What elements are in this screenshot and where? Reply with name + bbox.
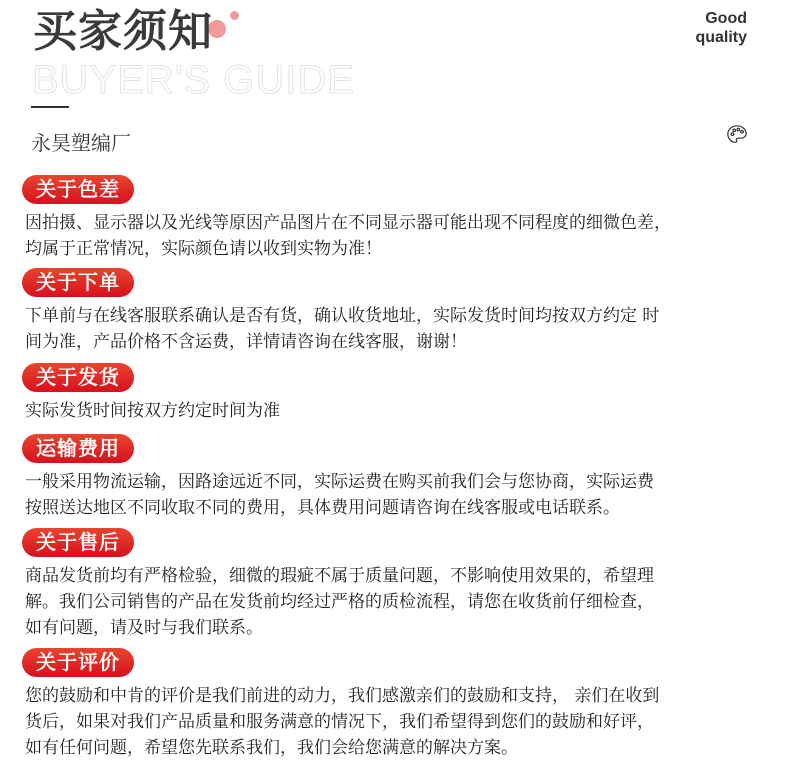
section-body: 因拍摄、显示器以及光线等原因产品图片在不同显示器可能出现不同程度的细微色差， 均属于正常情况，实际颜色请以收到实物为准！ — [25, 213, 671, 259]
tagline-line2: quality — [695, 29, 747, 46]
shop-name: 永昊塑编厂 — [31, 131, 131, 155]
section-heading: 关于色差 — [22, 175, 134, 204]
section-heading: 关于发货 — [22, 363, 134, 392]
section-body: 一般采用物流运输，因路途远近不同，实际运费在购买前我们会与您协商，实际运费 按照送达地区不同收取不同的费用，具体费用问题请咨询在线客服或电话联系。 — [25, 472, 654, 518]
section-body: 商品发货前均有严格检验，细微的瑕疵不属于质量问题，不影响使用效果的，希望理 解。我们公司销售的产品在发货前均经过严格的质检流程，请您在收货前仔细检查， 如有问题，请及时与我们联系。 — [25, 566, 654, 638]
section-freight — [22, 434, 780, 521]
tagline — [695, 9, 747, 47]
section-ordering — [22, 268, 780, 355]
divider — [31, 106, 69, 108]
page-title: 买家须知 — [33, 6, 213, 57]
section-heading: 关于售后 — [22, 528, 134, 557]
decorative-dot-small — [230, 11, 239, 20]
section-body: 您的鼓励和中肯的评价是我们前进的动力，我们感激亲们的鼓励和支持， 亲们在收到 货后，如果对我们产品质量和服务满意的情况下，我们希望得到您们的鼓励和好评， 如有任何问题，希望您先联系我们，我们会给您满意的解决方案。 — [25, 686, 660, 758]
section-color-difference — [22, 175, 780, 262]
section-heading: 运输费用 — [22, 434, 134, 463]
section-shipping — [22, 363, 780, 424]
palette-icon — [726, 124, 748, 146]
section-after-sales — [22, 528, 780, 641]
section-body: 下单前与在线客服联系确认是否有货，确认收货地址，实际发货时间均按双方约定 时 间为准，产品价格不含运费，详情请咨询在线客服，谢谢！ — [25, 306, 660, 352]
section-body: 实际发货时间按双方约定时间为准 — [25, 401, 280, 421]
watermark-text: BUYER'S GUIDE — [32, 58, 355, 102]
tagline-line1: Good — [705, 10, 747, 27]
section-heading: 关于评价 — [22, 648, 134, 677]
section-heading: 关于下单 — [22, 268, 134, 297]
section-reviews — [22, 648, 780, 761]
